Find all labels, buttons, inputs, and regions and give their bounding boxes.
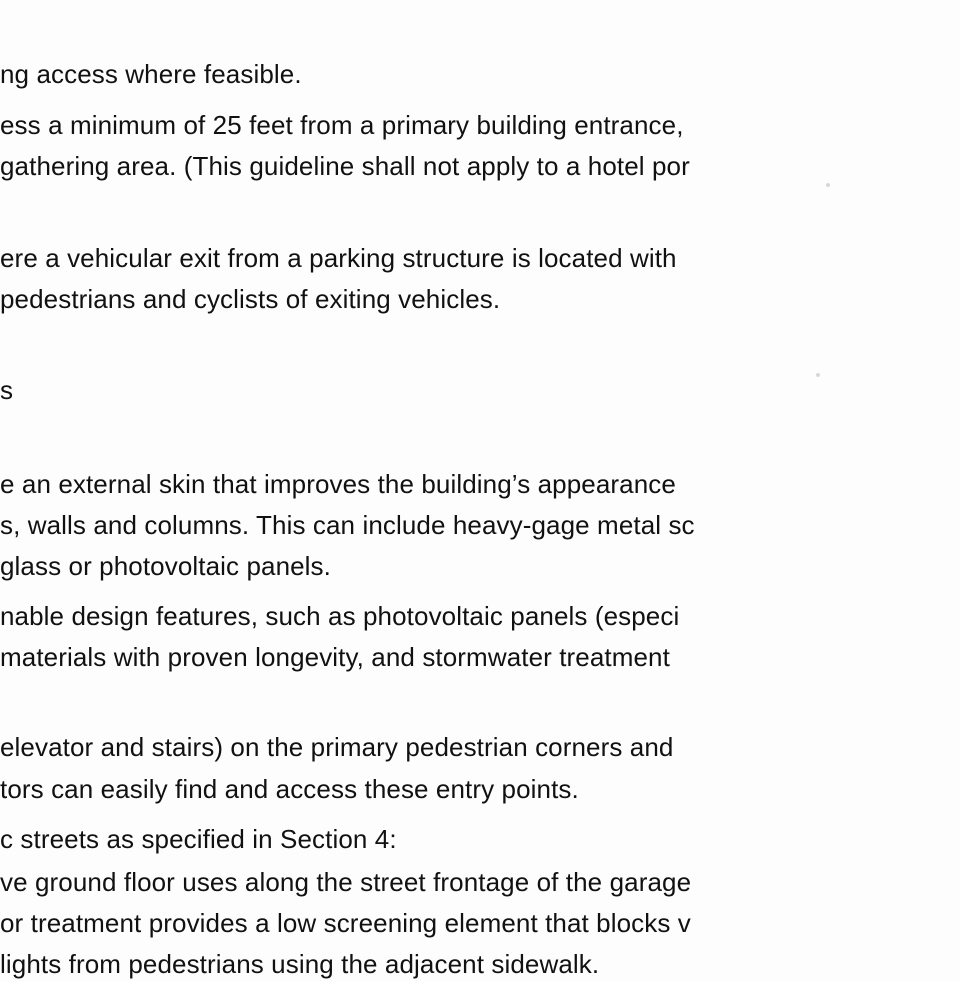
- text-line-3: gathering area. (This guideline shall not apply to a hotel por: [0, 151, 690, 181]
- scan-speck: [826, 183, 830, 187]
- text-line-8: s, walls and columns. This can include heavy-gage metal sc: [0, 510, 695, 540]
- text-line-5: pedestrians and cyclists of exiting vehicles.: [0, 284, 501, 314]
- text-line-1: ng access where feasible.: [0, 59, 302, 89]
- text-line-13: tors can easily find and access these entry points.: [0, 774, 579, 804]
- text-line-12: elevator and stairs) on the primary pedestrian corners and: [0, 732, 674, 762]
- scan-speck: [816, 373, 820, 377]
- text-line-6: s: [0, 375, 14, 405]
- text-line-10: nable design features, such as photovoltaic panels (especi: [0, 601, 680, 631]
- text-line-4: ere a vehicular exit from a parking structure is located with: [0, 243, 677, 273]
- text-line-17: lights from pedestrians using the adjacent sidewalk.: [0, 949, 600, 979]
- text-line-14: c streets as specified in Section 4:: [0, 824, 397, 854]
- text-line-9: glass or photovoltaic panels.: [0, 551, 331, 581]
- text-line-11: materials with proven longevity, and stormwater treatment: [0, 642, 670, 672]
- text-line-16: or treatment provides a low screening element that blocks v: [0, 908, 691, 938]
- text-line-2: ess a minimum of 25 feet from a primary building entrance,: [0, 110, 684, 140]
- text-line-15: ve ground floor uses along the street frontage of the garage: [0, 867, 692, 897]
- text-line-7: e an external skin that improves the building’s appearance: [0, 469, 676, 499]
